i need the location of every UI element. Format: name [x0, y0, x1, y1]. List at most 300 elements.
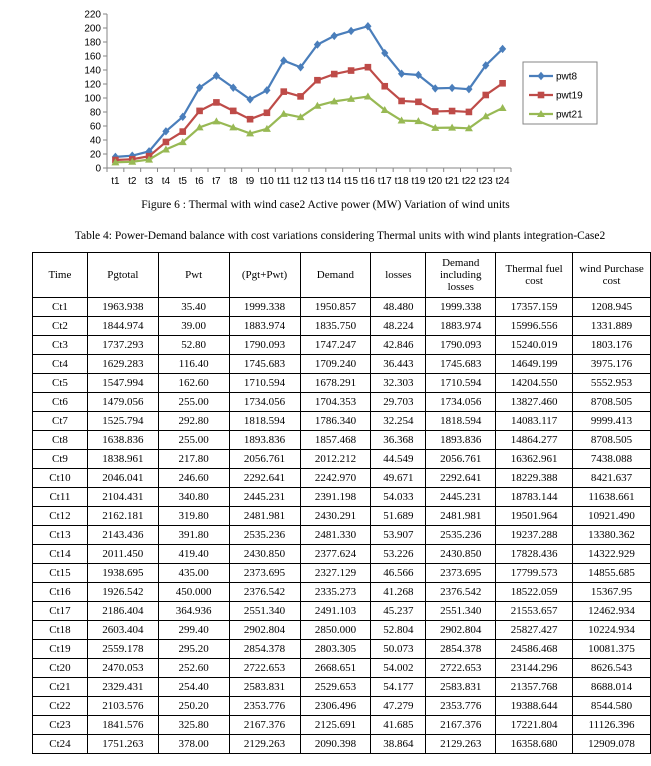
table-cell: 1893.836 — [426, 431, 496, 450]
table-cell: 1629.283 — [87, 355, 158, 374]
table-cell: 2046.041 — [87, 469, 158, 488]
y-tick-label: 60 — [89, 121, 101, 133]
table-cell: 1208.945 — [573, 298, 651, 317]
data-point-pwt19 — [163, 139, 170, 146]
table-cell: Ct23 — [33, 716, 88, 735]
table-cell: 41.685 — [371, 716, 426, 735]
table-cell: 1709.240 — [300, 355, 371, 374]
legend-marker-pwt19 — [538, 92, 545, 99]
data-point-pwt19 — [213, 99, 220, 106]
table-caption: Table 4: Power-Demand balance with cost variations considering Thermal units with wind plants integration-Case2 — [74, 230, 606, 242]
header-losses: losses — [371, 253, 426, 298]
table-cell: 18229.388 — [496, 469, 573, 488]
table-cell: 1844.974 — [87, 317, 158, 336]
table-cell: 2376.542 — [426, 583, 496, 602]
y-tick-label: 80 — [89, 107, 101, 119]
x-tick-label: t13 — [310, 176, 325, 187]
wind-power-line-chart — [0, 0, 651, 200]
x-tick-label: t23 — [478, 176, 493, 187]
data-point-pwt19 — [230, 108, 237, 115]
table-cell: 1547.994 — [87, 374, 158, 393]
table-cell: 7438.088 — [573, 450, 651, 469]
table-cell: 1638.836 — [87, 431, 158, 450]
data-point-pwt8 — [448, 84, 455, 92]
y-tick-label: 220 — [84, 9, 101, 21]
header-pgtotal: Pgtotal — [87, 253, 158, 298]
table-cell: 13827.460 — [496, 393, 573, 412]
table-cell: 25827.427 — [496, 621, 573, 640]
table-cell: 1734.056 — [229, 393, 300, 412]
table-cell: Ct5 — [33, 374, 88, 393]
table-cell: 1678.291 — [300, 374, 371, 393]
table-cell: 18522.059 — [496, 583, 573, 602]
table-cell: 1938.695 — [87, 564, 158, 583]
table-row — [33, 735, 651, 754]
table-cell: 8626.543 — [573, 659, 651, 678]
chart-legend — [523, 62, 597, 124]
table-cell: 2129.263 — [426, 735, 496, 754]
data-point-pwt19 — [466, 109, 473, 116]
table-cell: 19501.964 — [496, 507, 573, 526]
y-tick-label: 120 — [84, 79, 101, 91]
table-cell: 8708.505 — [573, 393, 651, 412]
table-cell: 32.254 — [371, 412, 426, 431]
x-tick-label: t19 — [411, 176, 426, 187]
header-thermal-fuel-cost: Thermal fuel cost — [496, 253, 573, 298]
table-cell: 32.303 — [371, 374, 426, 393]
x-tick-label: t2 — [128, 176, 137, 187]
table-cell: Ct8 — [33, 431, 88, 450]
table-row — [33, 431, 651, 450]
table-cell: 5552.953 — [573, 374, 651, 393]
table-cell: 435.00 — [158, 564, 229, 583]
table-cell: 1790.093 — [229, 336, 300, 355]
table-cell: 8708.505 — [573, 431, 651, 450]
y-tick-label: 140 — [84, 65, 101, 77]
table-cell: 254.40 — [158, 678, 229, 697]
data-point-pwt19 — [247, 116, 254, 123]
table-cell: 1893.836 — [229, 431, 300, 450]
table-cell: Ct22 — [33, 697, 88, 716]
table-cell: 1710.594 — [229, 374, 300, 393]
table-cell: 1883.974 — [229, 317, 300, 336]
table-cell: Ct12 — [33, 507, 88, 526]
table-cell: 1747.247 — [300, 336, 371, 355]
table-cell: 2186.404 — [87, 602, 158, 621]
table-cell: 2551.340 — [426, 602, 496, 621]
table-cell: 24586.468 — [496, 640, 573, 659]
table-cell: 2011.450 — [87, 545, 158, 564]
table-cell: Ct18 — [33, 621, 88, 640]
x-tick-label: t17 — [377, 176, 392, 187]
x-tick-label: t8 — [229, 176, 238, 187]
table-cell: 14855.685 — [573, 564, 651, 583]
y-tick-label: 40 — [89, 135, 101, 147]
table-cell: 54.002 — [371, 659, 426, 678]
table-header-row — [33, 253, 651, 298]
table-cell: 39.00 — [158, 317, 229, 336]
table-row — [33, 374, 651, 393]
table-cell: 2470.053 — [87, 659, 158, 678]
table-cell: 14649.199 — [496, 355, 573, 374]
table-cell: 2902.804 — [229, 621, 300, 640]
table-cell: Ct16 — [33, 583, 88, 602]
table-row — [33, 583, 651, 602]
header-time: Time — [33, 253, 88, 298]
table-cell: 2125.691 — [300, 716, 371, 735]
table-cell: 9999.413 — [573, 412, 651, 431]
table-cell: 295.20 — [158, 640, 229, 659]
table-row — [33, 697, 651, 716]
table-cell: 36.443 — [371, 355, 426, 374]
table-row — [33, 355, 651, 374]
table-cell: 15240.019 — [496, 336, 573, 355]
table-cell: 2376.542 — [229, 583, 300, 602]
table-cell: 49.671 — [371, 469, 426, 488]
table-cell: 2129.263 — [229, 735, 300, 754]
data-point-pwt21 — [212, 117, 220, 124]
table-cell: 250.20 — [158, 697, 229, 716]
table-cell: 54.033 — [371, 488, 426, 507]
table-cell: 10921.490 — [573, 507, 651, 526]
table-cell: 12909.078 — [573, 735, 651, 754]
x-tick-label: t4 — [161, 176, 171, 187]
table-cell: 54.177 — [371, 678, 426, 697]
table-cell: 2529.653 — [300, 678, 371, 697]
table-cell: 2854.378 — [229, 640, 300, 659]
table-cell: 2583.831 — [229, 678, 300, 697]
table-cell: 48.224 — [371, 317, 426, 336]
table-cell: 292.80 — [158, 412, 229, 431]
table-cell: 255.00 — [158, 393, 229, 412]
x-tick-label: t3 — [144, 176, 154, 187]
data-point-pwt19 — [196, 108, 203, 115]
x-axis — [107, 168, 511, 187]
table-row — [33, 507, 651, 526]
table-cell: 11126.396 — [573, 716, 651, 735]
table-cell: 2445.231 — [426, 488, 496, 507]
table-cell: 364.936 — [158, 602, 229, 621]
x-tick-label: t21 — [445, 176, 460, 187]
legend-label-pwt8: pwt8 — [556, 71, 578, 83]
table-cell: 2854.378 — [426, 640, 496, 659]
table-cell: 299.40 — [158, 621, 229, 640]
table-cell: 19237.288 — [496, 526, 573, 545]
table-cell: 2143.436 — [87, 526, 158, 545]
table-cell: 2327.129 — [300, 564, 371, 583]
table-cell: Ct13 — [33, 526, 88, 545]
table-cell: 2481.981 — [426, 507, 496, 526]
table-cell: 11638.661 — [573, 488, 651, 507]
table-cell: 255.00 — [158, 431, 229, 450]
table-cell: 2353.776 — [426, 697, 496, 716]
data-point-pwt19 — [398, 98, 405, 105]
series-pwt8 — [112, 22, 506, 161]
table-cell: 2353.776 — [229, 697, 300, 716]
data-point-pwt19 — [314, 77, 321, 84]
table-cell: 2481.330 — [300, 526, 371, 545]
table-cell: 38.864 — [371, 735, 426, 754]
table-cell: 2722.653 — [426, 659, 496, 678]
table-cell: Ct3 — [33, 336, 88, 355]
table-cell: 15996.556 — [496, 317, 573, 336]
data-point-pwt21 — [499, 104, 507, 111]
table-cell: 10081.375 — [573, 640, 651, 659]
y-tick-label: 180 — [84, 37, 101, 49]
table-cell: 378.00 — [158, 735, 229, 754]
data-point-pwt19 — [449, 108, 456, 115]
y-axis — [84, 10, 107, 175]
table-cell: 246.60 — [158, 469, 229, 488]
table-cell: 1857.468 — [300, 431, 371, 450]
table-cell: 41.268 — [371, 583, 426, 602]
table-cell: 2373.695 — [426, 564, 496, 583]
x-tick-label: t18 — [394, 176, 409, 187]
header-demand-including-losses: Demand including losses — [426, 253, 496, 298]
table-cell: 391.80 — [158, 526, 229, 545]
table-cell: Ct6 — [33, 393, 88, 412]
power-demand-table — [32, 252, 651, 754]
table-cell: Ct21 — [33, 678, 88, 697]
table-row — [33, 545, 651, 564]
table-cell: 1963.938 — [87, 298, 158, 317]
table-row — [33, 469, 651, 488]
table-cell: Ct19 — [33, 640, 88, 659]
x-tick-label: t12 — [293, 176, 308, 187]
table-row — [33, 317, 651, 336]
y-tick-label: 20 — [89, 149, 101, 161]
table-cell: 1331.889 — [573, 317, 651, 336]
data-point-pwt19 — [432, 108, 439, 115]
data-point-pwt19 — [297, 93, 304, 100]
table-cell: 2056.761 — [229, 450, 300, 469]
data-point-pwt19 — [482, 92, 489, 99]
y-tick-label: 100 — [84, 93, 101, 105]
x-tick-label: t10 — [259, 176, 274, 187]
table-cell: 8688.014 — [573, 678, 651, 697]
table-cell: 2373.695 — [229, 564, 300, 583]
table-cell: 2850.000 — [300, 621, 371, 640]
table-cell: 3975.176 — [573, 355, 651, 374]
table-cell: 2167.376 — [229, 716, 300, 735]
x-tick-label: t22 — [461, 176, 476, 187]
table-cell: 1883.974 — [426, 317, 496, 336]
table-cell: 2535.236 — [229, 526, 300, 545]
table-cell: 1479.056 — [87, 393, 158, 412]
table-cell: 21357.768 — [496, 678, 573, 697]
header-pwt: Pwt — [158, 253, 229, 298]
y-tick-label: 160 — [84, 51, 101, 63]
table-cell: 1704.353 — [300, 393, 371, 412]
table-cell: 15367.95 — [573, 583, 651, 602]
table-cell: 44.549 — [371, 450, 426, 469]
x-tick-label: t20 — [428, 176, 443, 187]
table-cell: 14322.929 — [573, 545, 651, 564]
table-cell: 1745.683 — [229, 355, 300, 374]
table-cell: 1734.056 — [426, 393, 496, 412]
table-cell: 12462.934 — [573, 602, 651, 621]
table-cell: 2445.231 — [229, 488, 300, 507]
table-cell: 29.703 — [371, 393, 426, 412]
table-cell: Ct4 — [33, 355, 88, 374]
table-cell: 48.480 — [371, 298, 426, 317]
table-cell: 35.40 — [158, 298, 229, 317]
table-cell: 2103.576 — [87, 697, 158, 716]
table-cell: 325.80 — [158, 716, 229, 735]
table-cell: 47.279 — [371, 697, 426, 716]
table-cell: 8544.580 — [573, 697, 651, 716]
table-cell: 2491.103 — [300, 602, 371, 621]
y-tick-label: 200 — [84, 23, 101, 35]
table-cell: 2902.804 — [426, 621, 496, 640]
table-cell: 2583.831 — [426, 678, 496, 697]
table-cell: 2430.291 — [300, 507, 371, 526]
table-cell: 217.80 — [158, 450, 229, 469]
table-row — [33, 716, 651, 735]
table-cell: 19388.644 — [496, 697, 573, 716]
table-cell: 52.804 — [371, 621, 426, 640]
table-cell: Ct10 — [33, 469, 88, 488]
y-tick-label: 0 — [95, 163, 101, 175]
table-cell: 2668.651 — [300, 659, 371, 678]
data-point-pwt19 — [280, 88, 287, 95]
x-tick-label: t16 — [360, 176, 375, 187]
table-cell: 252.60 — [158, 659, 229, 678]
x-tick-label: t1 — [111, 176, 120, 187]
table-cell: 2551.340 — [229, 602, 300, 621]
table-cell: 18783.144 — [496, 488, 573, 507]
table-row — [33, 298, 651, 317]
table-cell: 13380.362 — [573, 526, 651, 545]
table-cell: 340.80 — [158, 488, 229, 507]
table-cell: 2481.981 — [229, 507, 300, 526]
figure-caption: Figure 6 : Thermal with wind case2 Active power (MW) Variation of wind units — [141, 199, 510, 211]
table-cell: Ct7 — [33, 412, 88, 431]
table-cell: Ct15 — [33, 564, 88, 583]
table-cell: 162.60 — [158, 374, 229, 393]
table-cell: 2535.236 — [426, 526, 496, 545]
table-cell: 2162.181 — [87, 507, 158, 526]
data-point-pwt19 — [415, 99, 422, 106]
data-point-pwt19 — [331, 71, 338, 78]
table-cell: 2056.761 — [426, 450, 496, 469]
table-cell: 1786.340 — [300, 412, 371, 431]
table-cell: 1838.961 — [87, 450, 158, 469]
table-cell: Ct24 — [33, 735, 88, 754]
series-pwt21 — [111, 93, 506, 166]
table-cell: 16358.680 — [496, 735, 573, 754]
table-cell: 51.689 — [371, 507, 426, 526]
header-pgt-pwt: (Pgt+Pwt) — [229, 253, 300, 298]
data-point-pwt19 — [381, 83, 388, 90]
table-row — [33, 678, 651, 697]
table-cell: 2306.496 — [300, 697, 371, 716]
table-cell: 1841.576 — [87, 716, 158, 735]
table-cell: 17799.573 — [496, 564, 573, 583]
table-cell: 2012.212 — [300, 450, 371, 469]
table-cell: 52.80 — [158, 336, 229, 355]
table-cell: 2104.431 — [87, 488, 158, 507]
table-cell: 1818.594 — [426, 412, 496, 431]
table-cell: 23144.296 — [496, 659, 573, 678]
table-cell: Ct11 — [33, 488, 88, 507]
x-tick-label: t6 — [195, 176, 204, 187]
series-line-pwt21 — [115, 97, 502, 163]
header-demand: Demand — [300, 253, 371, 298]
x-tick-label: t15 — [344, 176, 359, 187]
table-cell: 17828.436 — [496, 545, 573, 564]
table-cell: 36.368 — [371, 431, 426, 450]
table-cell: 46.566 — [371, 564, 426, 583]
table-row — [33, 336, 651, 355]
table-cell: 2090.398 — [300, 735, 371, 754]
table-cell: 17357.159 — [496, 298, 573, 317]
table-cell: 2329.431 — [87, 678, 158, 697]
table-cell: 2292.641 — [426, 469, 496, 488]
table-cell: 1737.293 — [87, 336, 158, 355]
table-row — [33, 564, 651, 583]
table-cell: 419.40 — [158, 545, 229, 564]
table-cell: 2430.850 — [426, 545, 496, 564]
table-cell: 2292.641 — [229, 469, 300, 488]
table-row — [33, 393, 651, 412]
table-cell: 14204.550 — [496, 374, 573, 393]
table-cell: Ct20 — [33, 659, 88, 678]
series-group — [111, 22, 506, 165]
table-cell: Ct2 — [33, 317, 88, 336]
table-row — [33, 621, 651, 640]
table-cell: 1790.093 — [426, 336, 496, 355]
table-cell: 21553.657 — [496, 602, 573, 621]
table-cell: 2377.624 — [300, 545, 371, 564]
data-point-pwt19 — [179, 128, 186, 135]
table-cell: 2803.305 — [300, 640, 371, 659]
table-cell: 1818.594 — [229, 412, 300, 431]
table-cell: 2335.273 — [300, 583, 371, 602]
table-cell: 116.40 — [158, 355, 229, 374]
header-wind-purchase-cost: wind Purchase cost — [573, 253, 651, 298]
table-cell: 1999.338 — [426, 298, 496, 317]
table-row — [33, 412, 651, 431]
table-cell: 53.907 — [371, 526, 426, 545]
data-point-pwt19 — [264, 109, 271, 116]
data-point-pwt8 — [331, 32, 338, 40]
table-row — [33, 659, 651, 678]
table-cell: 1999.338 — [229, 298, 300, 317]
table-cell: Ct14 — [33, 545, 88, 564]
table-cell: 1926.542 — [87, 583, 158, 602]
x-tick-label: t11 — [277, 176, 291, 187]
table-cell: 14864.277 — [496, 431, 573, 450]
table-cell: 1950.857 — [300, 298, 371, 317]
table-row — [33, 602, 651, 621]
table-cell: 2242.970 — [300, 469, 371, 488]
x-tick-label: t5 — [178, 176, 187, 187]
table-cell: 42.846 — [371, 336, 426, 355]
x-tick-label: t24 — [495, 176, 510, 187]
table-cell: 1751.263 — [87, 735, 158, 754]
table-cell: 45.237 — [371, 602, 426, 621]
table-row — [33, 450, 651, 469]
table-cell: 2430.850 — [229, 545, 300, 564]
table-cell: 2391.198 — [300, 488, 371, 507]
table-cell: 2603.404 — [87, 621, 158, 640]
data-point-pwt19 — [365, 64, 372, 71]
table-cell: 1525.794 — [87, 412, 158, 431]
table-cell: 17221.804 — [496, 716, 573, 735]
table-cell: 50.073 — [371, 640, 426, 659]
table-cell: 53.226 — [371, 545, 426, 564]
